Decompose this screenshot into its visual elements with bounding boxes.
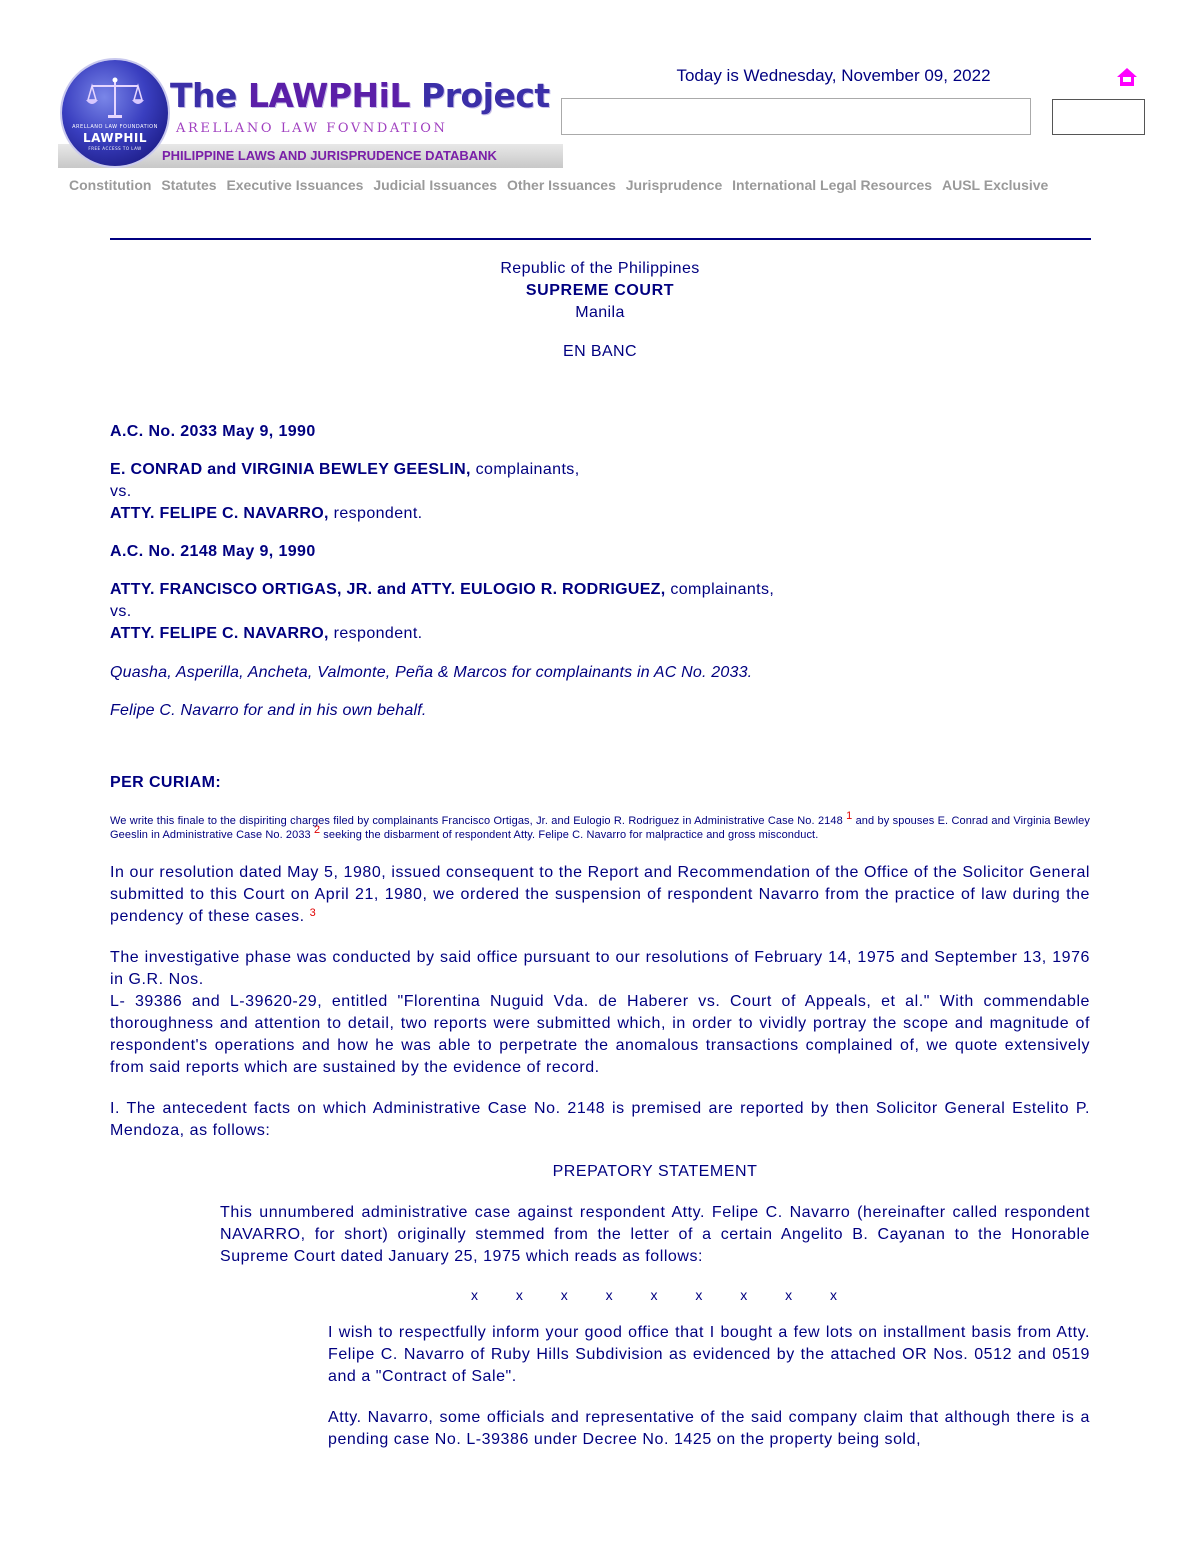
home-icon[interactable] [1116,66,1138,88]
republic-line: Republic of the Philippines [500,260,700,277]
versus-2: vs. [110,603,132,620]
versus-1: vs. [110,483,132,500]
counsel-line-1: Quasha, Asperilla, Ancheta, Valmonte, Peña & Marcos for complainants in AC No. 2033. [110,664,753,681]
letter-paragraph-1: I wish to respectfully inform your good office that I bought a few lots on installment basis from Atty. Felipe C. Navarro of Ruby Hills Subdivision as evidenced by the attached OR Nos. 0512 and 0519 and a "Contract of Sale". [328,1324,1090,1385]
decision-document [110,258,1090,1451]
nav-ausl-exclusive[interactable]: AUSL Exclusive [941,177,1049,193]
complainants-1: E. CONRAD and VIRGINIA BEWLEY GEESLIN, [110,461,471,478]
case-parties-1 [110,459,1090,525]
complainants-2: ATTY. FRANCISCO ORTIGAS, JR. and ATTY. EULOGIO R. RODRIGUEZ, [110,581,666,598]
nav-international-legal-resources[interactable]: International Legal Resources [732,177,933,193]
case-number-1: A.C. No. 2033 May 9, 1990 [110,423,316,440]
footnote-link-1[interactable]: 1 [846,810,853,822]
prepatory-paragraph: This unnumbered administrative case against respondent Atty. Felipe C. Navarro (hereinafter called respondent NAVARRO, for short) originally stemmed from the letter of a certain Angelito B. Cayanan to the Honorable Supreme Court dated January 25, 1975 which reads as follows: [220,1204,1090,1265]
court-city: Manila [575,304,625,321]
logo-title-part3: Project [410,76,550,115]
logo-subtitle: ARELLANO LAW FOVNDATION [176,121,448,136]
scales-of-justice-icon [84,76,146,122]
paragraph-suspension-text: In our resolution dated May 5, 1980, issued consequent to the Report and Recommendation of the Office of the Solicitor General submitted to this Court on April 21, 1980, we ordered the suspension of respondent Navarro from the practice of law during the pendency of these cases. [110,864,1090,925]
respondent-role-2: respondent. [328,625,423,642]
today-date: Today is Wednesday, November 09, 2022 [676,66,991,85]
court-heading [110,258,1090,324]
seal-bottom-text: FREE ACCESS TO LAW [88,146,142,151]
intro-part-2: and by spouses E. Conrad and Virginia Bewley Geeslin in Administrative Case No. 2033 [110,815,1090,841]
division: EN BANC [563,343,637,360]
case-number-2: A.C. No. 2148 May 9, 1990 [110,543,316,560]
nav-constitution[interactable]: Constitution [69,177,152,193]
counsel-line-2: Felipe C. Navarro for and in his own behalf. [110,702,427,719]
footnote-link-3[interactable]: 3 [309,907,317,919]
seal-top-text: ARELLANO LAW FOUNDATION [72,124,158,130]
seal-main-text: LAWPHIL [82,131,148,145]
respondent-1: ATTY. FELIPE C. NAVARRO, [110,505,329,522]
nav-executive-issuances[interactable]: Executive Issuances [226,177,364,193]
paragraph-investigation [110,947,1090,1079]
search-button[interactable] [1052,99,1145,135]
header-divider [110,238,1091,240]
paragraph-suspension [110,862,1090,928]
intro-part-1: We write this finale to the dispiriting charges filed by complainants Francisco Ortigas, Jr. and Eulogio R. Rodriguez in Administrative Case No. 2148 [110,815,847,827]
logo-seal [62,60,168,166]
nav-jurisprudence[interactable]: Jurisprudence [625,177,723,193]
per-curiam-heading: PER CURIAM: [110,774,222,791]
prepatory-heading: PREPATORY STATEMENT [552,1163,758,1180]
intro-paragraph [110,810,1090,842]
complainants-role-1: complainants, [470,461,580,478]
court-name: SUPREME COURT [525,282,675,299]
main-nav [66,177,1051,193]
lawphil-logo[interactable] [58,60,563,170]
logo-title-part2: LAWPHiL [247,76,411,115]
nav-other-issuances[interactable]: Other Issuances [506,177,616,193]
respondent-role-1: respondent. [328,505,423,522]
letter-paragraph-2: Atty. Navarro, some officials and representative of the said company claim that although there is a pending case No. L-39386 under Decree No. 1425 on the property being sold, [328,1409,1090,1448]
nav-judicial-issuances[interactable]: Judicial Issuances [373,177,498,193]
footnote-link-2[interactable]: 2 [313,824,321,836]
paragraph-investigation-line1: The investigative phase was conducted by said office pursuant to our resolutions of February 14, 1975 and September 13, 1976 in G.R. Nos. [110,949,1090,988]
logo-band-text: PHILIPPINE LAWS AND JURISPRUDENCE DATABANK [162,148,497,163]
nav-statutes[interactable]: Statutes [161,177,217,193]
logo-title-part1: The [170,76,248,115]
respondent-2: ATTY. FELIPE C. NAVARRO, [110,625,329,642]
paragraph-investigation-line2: L- 39386 and L-39620-29, entitled "Florentina Nuguid Vda. de Haberer vs. Court of Appeals, et al." With commendable thoroughness and attention to detail, two reports were submitted which, in order to vividly portray the scope and magnitude of respondent's operations and how he was able to perpetrate the anomalous transactions complained of, we quote extensively from said reports which are sustained by the evidence of record. [110,993,1090,1076]
search-input[interactable] [561,98,1031,135]
complainants-role-2: complainants, [665,581,775,598]
paragraph-antecedent: I. The antecedent facts on which Administrative Case No. 2148 is premised are reported by then Solicitor General Estelito P. Mendoza, as follows: [110,1100,1090,1139]
intro-part-3: seeking the disbarment of respondent Atty. Felipe C. Navarro for malpractice and gross misconduct. [320,829,819,841]
ellipsis-marker: x x x x x x x x x [470,1287,840,1303]
case-parties-2 [110,579,1090,645]
logo-title [170,76,550,115]
